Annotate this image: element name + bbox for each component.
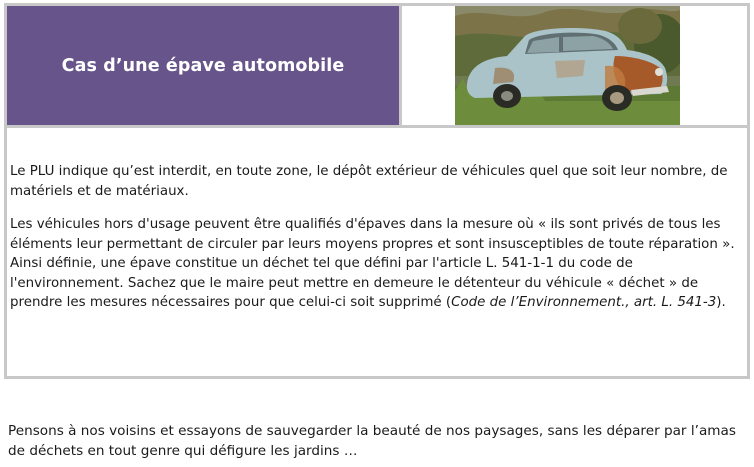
title-cell xyxy=(7,6,399,125)
paragraph-epave-text: Les véhicules hors d'usage peuvent être qualifiés d'épaves dans la mesure où « ils sont privés de tous les éléments leur permettant de circuler par leurs moyens propres et sont insusceptibles de toute réparation ». Ainsi définie, une épave constitue un déchet tel que défini par l'article L. 541-1-1 du code de l'environnement. Sachez que le maire peut mettre en demeure le détenteur du véhicule « déchet » de prendre les mesures nécessaires pour que celui-ci soit supprimé ( xyxy=(10,217,735,310)
page-title: Cas d’une épave automobile xyxy=(61,55,345,76)
info-box-header xyxy=(7,6,747,128)
car-wreck-photo xyxy=(455,6,680,125)
paragraph-epave-end: ). xyxy=(716,295,726,310)
closing-text: Pensons à nos voisins et essayons de sauvegarder la beauté de nos paysages, sans les déparer par l’amas de déchets en tout genre qui défigure les jardins … xyxy=(8,423,736,459)
body-text xyxy=(10,162,738,327)
paragraph-epave xyxy=(10,215,738,313)
photo-cell xyxy=(402,6,747,125)
car-wreck-illustration xyxy=(455,6,680,125)
legal-citation: Code de l’Environnement., art. L. 541-3 xyxy=(451,295,717,310)
paragraph-plu: Le PLU indique qu’est interdit, en toute zone, le dépôt extérieur de véhicules quel que soit leur nombre, de matériels et de matériaux. xyxy=(10,164,728,199)
